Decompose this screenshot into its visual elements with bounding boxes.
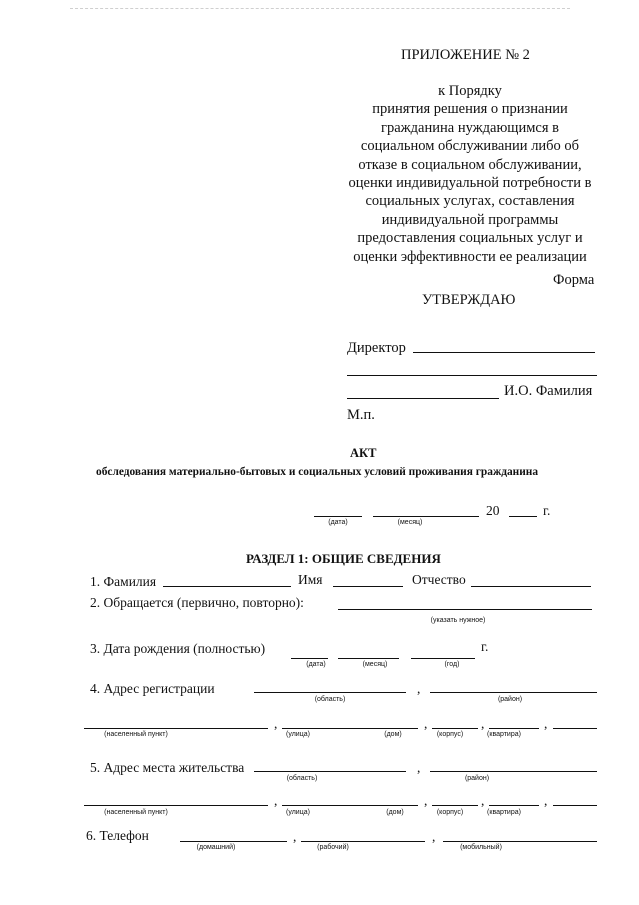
residence-apartment-field[interactable] [489, 805, 539, 806]
phone-home-field[interactable] [180, 841, 287, 842]
residence-house-caption: (дом) [386, 809, 404, 816]
appendix-line: отказе в социальном обслуживании, [358, 156, 582, 173]
registration-region-field[interactable] [254, 692, 406, 693]
residence-building-caption: (корпус) [436, 809, 464, 816]
applies-label: 2. Обращается (первично, повторно): [90, 595, 304, 610]
director-signature-field[interactable] [347, 398, 499, 399]
director-name-label: И.О. Фамилия [504, 383, 593, 399]
appendix-line: оценки индивидуальной потребности в [348, 175, 592, 192]
phone-label: 6. Телефон [86, 828, 149, 843]
patronymic-field[interactable] [471, 586, 591, 587]
scan-edge [70, 8, 570, 9]
registration-district-field[interactable] [430, 692, 597, 693]
section1-title: РАЗДЕЛ 1: ОБЩИЕ СВЕДЕНИЯ [246, 551, 441, 566]
birth-day-field[interactable] [291, 658, 328, 659]
separator: , [424, 793, 428, 808]
separator: , [432, 829, 436, 844]
residence-district-caption: (район) [464, 775, 490, 782]
residence-region-caption: (область) [286, 775, 318, 782]
act-year-field[interactable] [509, 516, 537, 517]
registration-apartment-field[interactable] [489, 728, 539, 729]
residence-street-caption: (улица) [286, 809, 310, 816]
act-year-prefix: 20 [486, 503, 500, 518]
phone-home-caption: (домашний) [196, 844, 236, 851]
birth-month-caption: (месяц) [362, 661, 388, 668]
residence-region-field[interactable] [254, 771, 406, 772]
separator: , [274, 716, 278, 731]
act-month-caption: (месяц) [397, 519, 423, 526]
appendix-line: к Порядку [438, 83, 502, 99]
registration-region-caption: (область) [314, 696, 346, 703]
residence-label: 5. Адрес места жительства [90, 760, 245, 775]
residence-extra-field[interactable] [553, 805, 597, 806]
director-label: Директор [347, 340, 406, 356]
act-month-field[interactable] [373, 516, 479, 517]
residence-building-field[interactable] [432, 805, 478, 806]
birth-year-field[interactable] [411, 658, 475, 659]
residence-locality-field[interactable] [84, 805, 268, 806]
residence-apartment-caption: (квартира) [487, 809, 521, 816]
birth-year-caption: (год) [444, 661, 460, 668]
appendix-line: индивидуальной программы [381, 211, 559, 228]
applies-field[interactable] [338, 609, 592, 610]
registration-extra-field[interactable] [553, 728, 597, 729]
phone-work-caption: (рабочий) [317, 844, 349, 851]
appendix-description [330, 82, 610, 266]
separator: , [481, 793, 485, 808]
separator: , [544, 716, 548, 731]
phone-mobile-field[interactable] [443, 841, 597, 842]
director-position-line[interactable] [347, 375, 597, 376]
registration-locality-caption: (населенный пункт) [104, 731, 168, 738]
seal-label: М.п. [347, 407, 375, 423]
appendix-line: принятия решения о признании [372, 101, 568, 118]
separator: , [424, 716, 428, 731]
patronymic-label: Отчество [412, 572, 466, 587]
name-field[interactable] [333, 586, 403, 587]
registration-locality-field[interactable] [84, 728, 268, 729]
separator: , [417, 760, 421, 775]
birth-year-suffix: г. [481, 639, 489, 654]
act-year-suffix: г. [543, 503, 551, 518]
appendix-line: гражданина нуждающимся в [381, 119, 559, 136]
registration-building-caption: (корпус) [436, 731, 464, 738]
applies-caption: (указать нужное) [430, 617, 486, 624]
residence-street-field[interactable] [282, 805, 418, 806]
appendix-line: социальном обслуживании либо об [360, 138, 580, 155]
birth-label: 3. Дата рождения (полностью) [90, 641, 266, 656]
act-title: АКТ [350, 446, 377, 460]
separator: , [417, 681, 421, 696]
appendix-line: предоставления социальных услуг и [357, 230, 583, 247]
act-day-caption: (дата) [328, 519, 348, 526]
act-subtitle: обследования материально-бытовых и социальных условий проживания гражданина [96, 466, 539, 478]
birth-month-field[interactable] [338, 658, 399, 659]
director-signature-line[interactable] [413, 352, 595, 353]
registration-street-field[interactable] [282, 728, 418, 729]
separator: , [293, 829, 297, 844]
name-label: Имя [298, 572, 323, 587]
surname-field[interactable] [163, 586, 291, 587]
appendix-line: социальных услугах, составления [365, 193, 575, 210]
appendix-line: оценки эффективности ее реализации [353, 248, 587, 265]
birth-day-caption: (дата) [306, 661, 326, 668]
residence-locality-caption: (населенный пункт) [104, 809, 168, 816]
registration-district-caption: (район) [497, 696, 523, 703]
registration-apartment-caption: (квартира) [487, 731, 521, 738]
approve-label: УТВЕРЖДАЮ [422, 292, 516, 308]
separator: , [544, 793, 548, 808]
separator: , [274, 793, 278, 808]
registration-house-caption: (дом) [384, 731, 402, 738]
phone-mobile-caption: (мобильный) [460, 844, 502, 851]
residence-district-field[interactable] [430, 771, 597, 772]
registration-street-caption: (улица) [286, 731, 310, 738]
registration-label: 4. Адрес регистрации [90, 681, 215, 696]
appendix-title: ПРИЛОЖЕНИЕ № 2 [401, 47, 530, 63]
surname-label: 1. Фамилия [90, 574, 157, 589]
act-day-field[interactable] [314, 516, 362, 517]
phone-work-field[interactable] [301, 841, 425, 842]
form-label: Форма [553, 272, 595, 288]
separator: , [481, 716, 485, 731]
registration-building-field[interactable] [432, 728, 478, 729]
